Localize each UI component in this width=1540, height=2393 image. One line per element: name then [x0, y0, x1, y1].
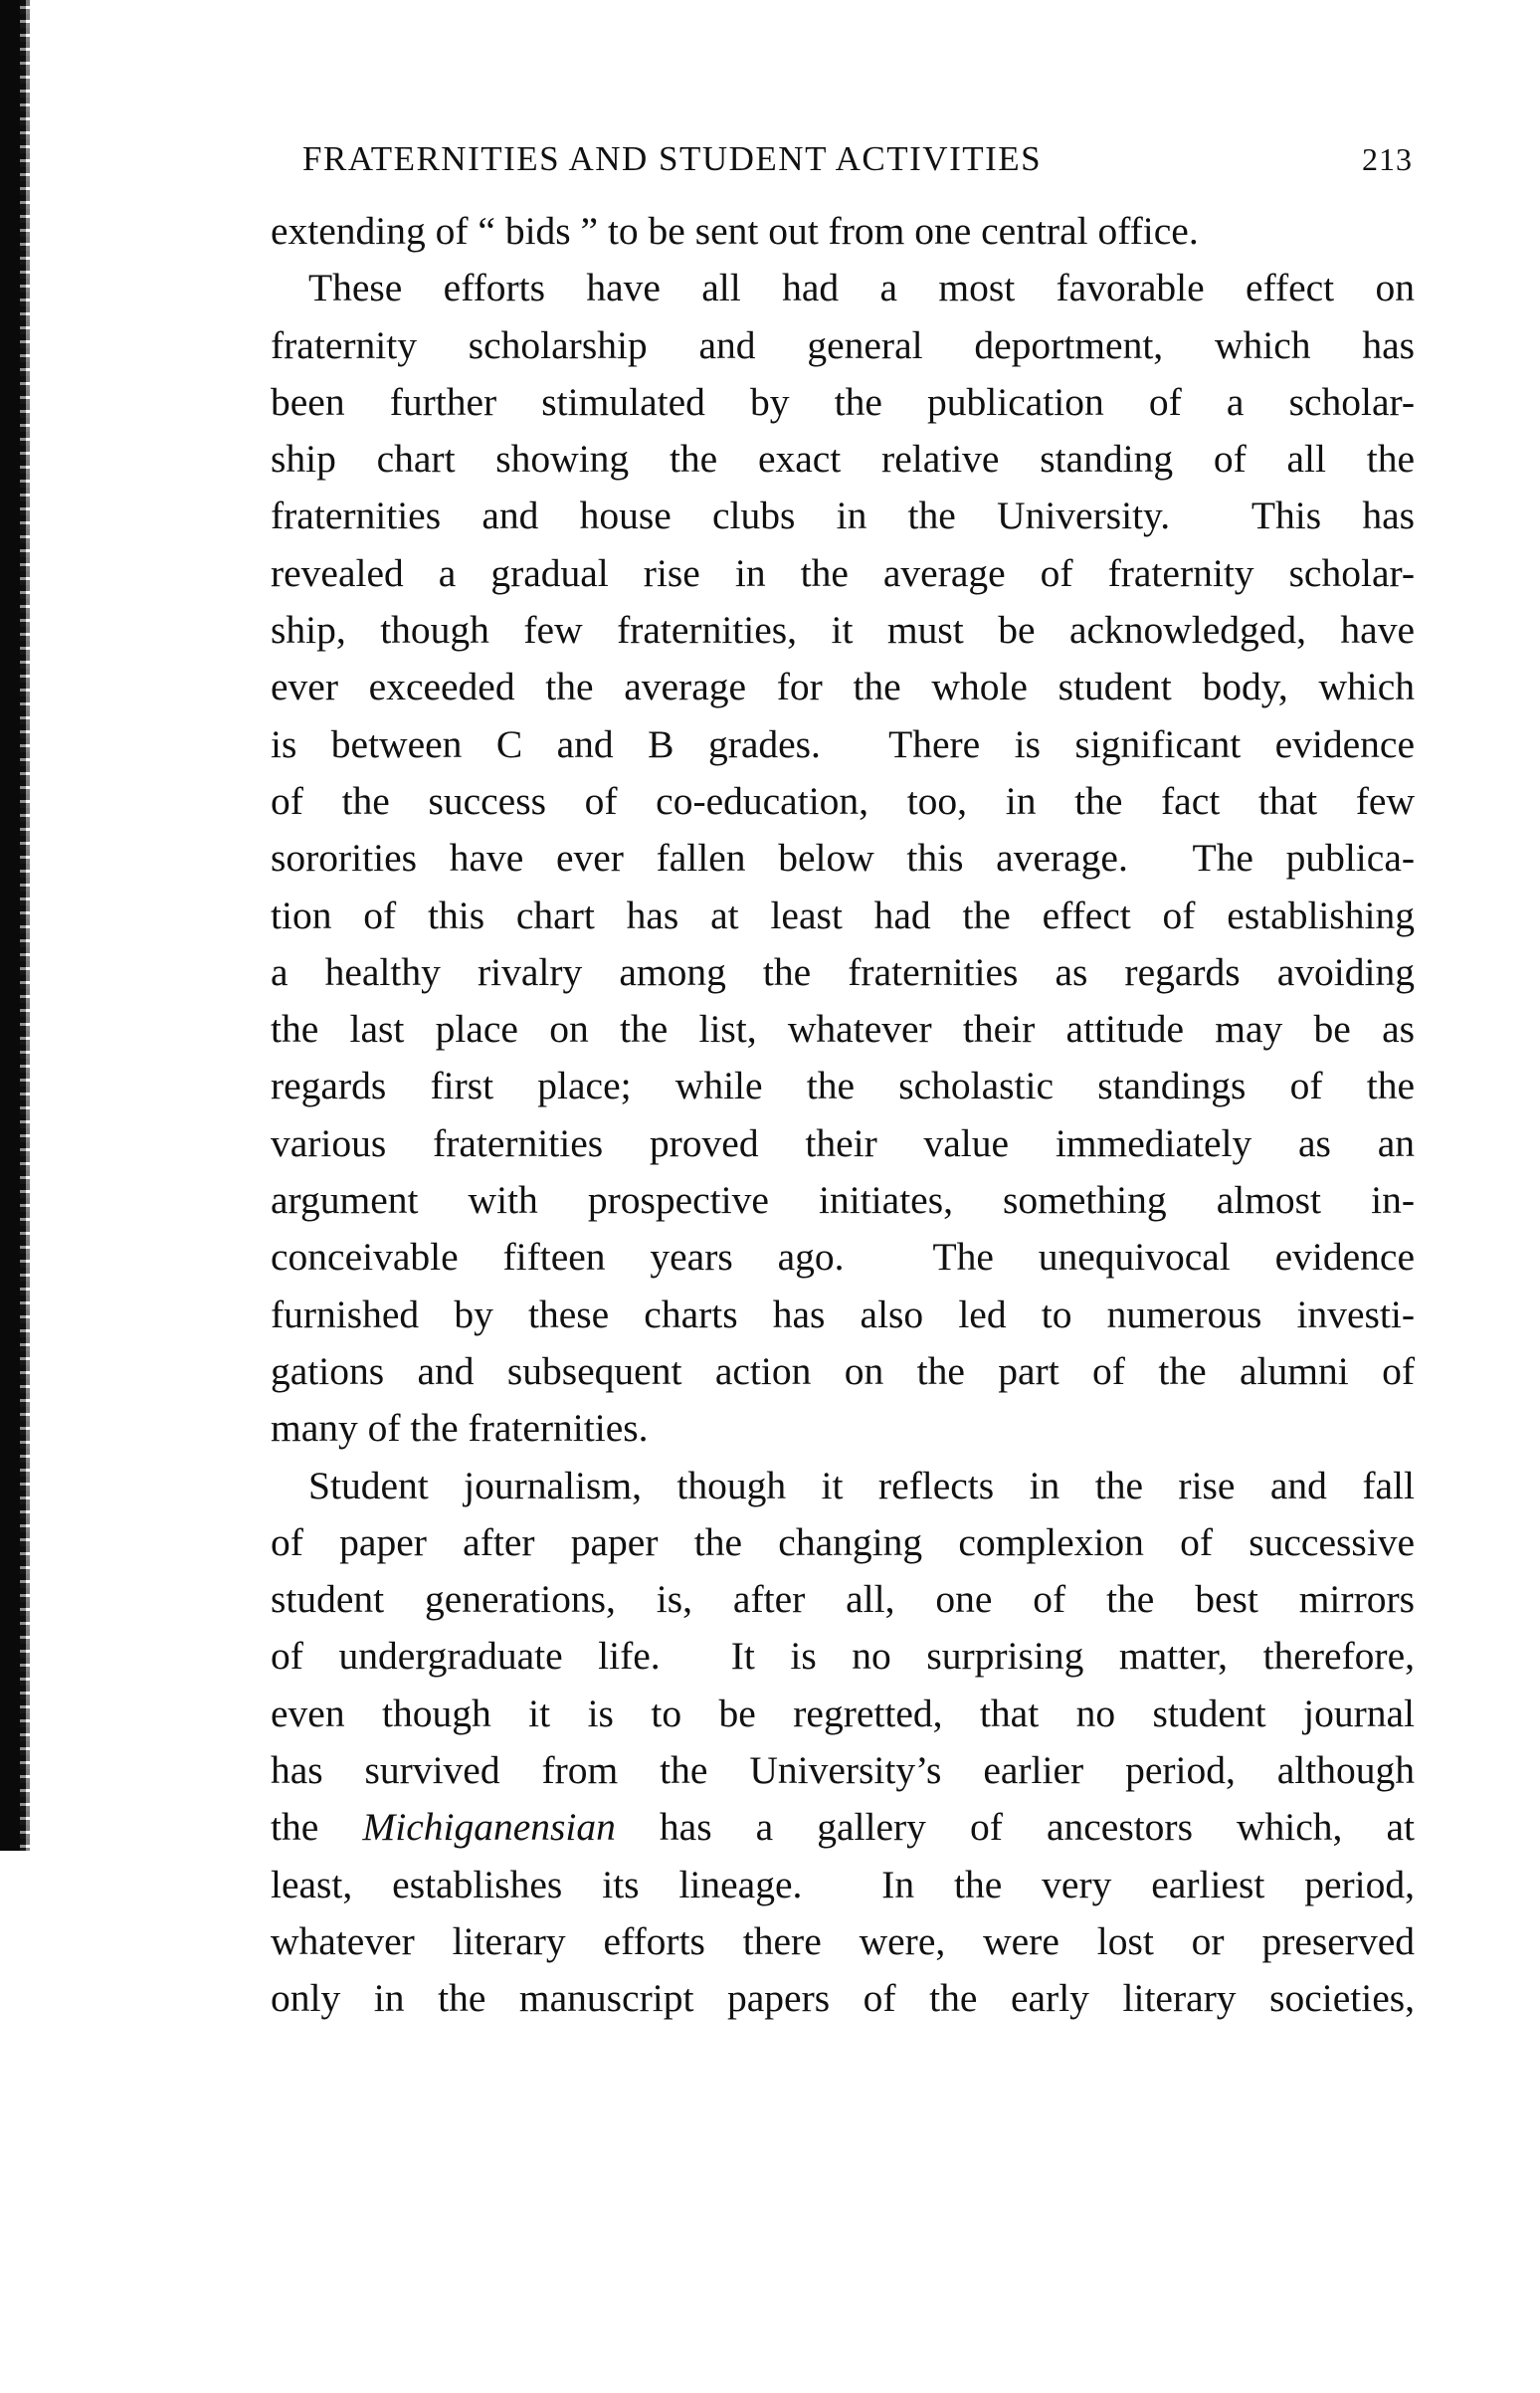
- text-line: revealed a gradual rise in the average of fraternity scholar-: [271, 550, 1415, 595]
- text-line: argument with prospective initiates, something almost in-: [271, 1178, 1415, 1223]
- text-line: the last place on the list, whatever their attitude may be as: [271, 1007, 1415, 1052]
- body-text: [271, 203, 1415, 2028]
- text-line: student generations, is, after all, one of the best mirrors: [271, 1577, 1415, 1622]
- page-number: 213: [1362, 141, 1413, 177]
- text-line: many of the fraternities.: [271, 1406, 649, 1451]
- text-line: whatever literary efforts there were, were lost or preserved: [271, 1918, 1415, 1963]
- text-line: has survived from the University’s earlier period, although: [271, 1748, 1415, 1793]
- text-line: extending of “ bids ” to be sent out from one central office.: [271, 209, 1199, 253]
- text-line: These efforts have all had a most favorable effect on: [308, 266, 1415, 310]
- text-line: ship chart showing the exact relative standing of all the: [271, 437, 1415, 482]
- text-line: conceivable fifteen years ago. The unequivocal evidence: [271, 1235, 1415, 1280]
- running-head: [271, 139, 1415, 197]
- text-line: of paper after paper the changing complexion of successive: [271, 1519, 1415, 1564]
- text-fragment: the: [271, 1805, 363, 1850]
- text-line: of the success of co-education, too, in the fact that few: [271, 778, 1415, 823]
- scan-binding-edge: [0, 0, 26, 1851]
- text-line: of undergraduate life. It is no surprising matter, therefore,: [271, 1634, 1415, 1679]
- text-line: fraternities and house clubs in the University. This has: [271, 494, 1415, 538]
- text-line: gations and subsequent action on the part of the alumni of: [271, 1348, 1415, 1393]
- text-line: regards first place; while the scholastic standings of the: [271, 1064, 1415, 1108]
- text-line: tion of this chart has at least had the effect of establishing: [271, 893, 1415, 937]
- text-line: various fraternities proved their value immediately as an: [271, 1120, 1415, 1165]
- text-line: sororities have ever fallen below this average. The publica-: [271, 836, 1415, 881]
- paragraph-scholarship: [271, 260, 1415, 1457]
- chapter-title: FRATERNITIES AND STUDENT ACTIVITIES: [302, 139, 1043, 178]
- text-line: ship, though few fraternities, it must be acknowledged, have: [271, 608, 1415, 653]
- book-page: [271, 139, 1415, 2028]
- text-line: been further stimulated by the publication of a scholar-: [271, 379, 1415, 424]
- text-line-with-italic: [271, 1799, 1415, 1856]
- text-fragment: has a gallery of ancestors which, at: [615, 1805, 1416, 1850]
- text-line: only in the manuscript papers of the early literary societies,: [271, 1976, 1415, 2021]
- text-line: ever exceeded the average for the whole student body, which: [271, 665, 1415, 709]
- text-line: furnished by these charts has also led to numerous investi-: [271, 1292, 1415, 1336]
- text-line: a healthy rivalry among the fraternities as regards avoiding: [271, 949, 1415, 994]
- publication-title: Michiganensian: [362, 1805, 616, 1850]
- text-line: even though it is to be regretted, that no student journal: [271, 1691, 1415, 1735]
- text-line: is between C and B grades. There is significant evidence: [271, 721, 1415, 766]
- text-line: Student journalism, though it reflects in the rise and fall: [308, 1463, 1415, 1507]
- text-line: fraternity scholarship and general deportment, which has: [271, 322, 1415, 367]
- text-line: least, establishes its lineage. In the very earliest period,: [271, 1862, 1415, 1906]
- paragraph-journalism: [271, 1458, 1415, 2028]
